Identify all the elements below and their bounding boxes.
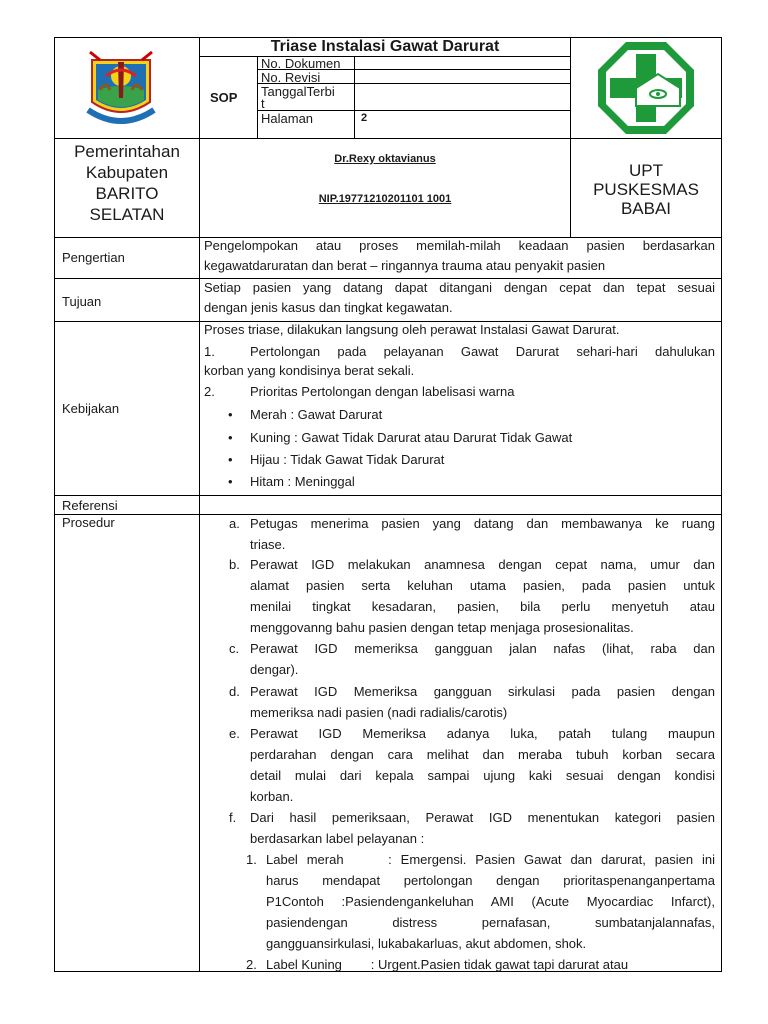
prosedur-step-text: dengar). — [250, 662, 299, 677]
label-category-marker: 1. — [246, 852, 257, 867]
kebijakan-item-text: korban yang kondisinya berat sekali. — [204, 363, 415, 378]
kebijakan-label: Kebijakan — [62, 401, 120, 416]
prosedur-step-text: menggovanng bahu pasien dengan tetap menjaga prosesionalitas. — [250, 620, 634, 635]
sop-label: SOP — [210, 90, 238, 105]
halaman-value: 2 — [361, 112, 368, 124]
label-category-text: P1Contoh :Pasiendengankeluhan AMI (Acute Myocardiac Infarct), — [266, 894, 715, 909]
pengertian-text: Pengelompokan atau proses memilah-milah keadaan pasien berdasarkan — [204, 238, 715, 253]
kebijakan-item-number: 1. — [204, 344, 215, 359]
tujuan-label: Tujuan — [62, 294, 102, 309]
prosedur-step-text: triase. — [250, 537, 286, 552]
prosedur-step-text: Petugas menerima pasien yang datang dan membawanya ke ruang — [250, 516, 715, 531]
label-category-text: Label Kuning : Urgent.Pasien tidak gawat tapi darurat atau — [266, 957, 629, 972]
document-title: Triase Instalasi Gawat Darurat — [270, 38, 500, 55]
kabupaten-logo-icon — [86, 46, 156, 126]
pengertian-label: Pengertian — [62, 250, 125, 265]
header-divider — [199, 56, 571, 57]
label-category-text: pasiendengan distress pernafasan, sumbatanjalannafas, — [266, 915, 715, 930]
prosedur-step-text: Perawat IGD melakukan anamnesa dengan cepat nama, umur dan — [250, 557, 715, 572]
referensi-label: Referensi — [62, 498, 118, 513]
org-line: Pemerintahan — [74, 142, 180, 161]
prosedur-step-text: menilai tingkat kesadaran, pasien, bila perlu menyetuh atau — [250, 599, 715, 614]
table-border-right — [721, 37, 722, 972]
kebijakan-item-text: Pertolongan pada pelayanan Gawat Darurat sehari-hari dahulukan — [250, 344, 715, 359]
label-bullet-item: • Hitam : Meninggal — [250, 474, 355, 489]
body-column-divider — [199, 237, 200, 972]
row-divider — [54, 495, 722, 496]
row-divider — [54, 278, 722, 279]
org-line: SELATAN — [89, 205, 165, 224]
org-line: Kabupaten — [85, 163, 169, 182]
prosedur-step-text: memeriksa nadi pasien (nadi radialis/carotis) — [250, 705, 508, 720]
label-category-text: harus mendapat pertolongan dengan prioritaspenanganpertama — [266, 873, 715, 888]
label-category-text: gangguansirkulasi, lukabakarluas, akut abdomen, shok. — [266, 936, 587, 951]
tanggal-terbit-label: TanggalTerbi — [261, 84, 335, 99]
prosedur-step-text: berdasarkan label pelayanan : — [250, 831, 425, 846]
prosedur-step-marker: f. — [229, 810, 237, 825]
kabupaten-logo — [86, 46, 156, 126]
org-line: BARITO — [95, 184, 159, 203]
no-revisi-label: No. Revisi — [261, 70, 321, 85]
row-divider — [54, 514, 722, 515]
prosedur-step-text: perdarahan dengan cara melihat dan meraba tubuh korban secara — [250, 747, 715, 762]
header-divider — [199, 37, 200, 237]
kebijakan-item-text: Prioritas Pertolongan dengan labelisasi warna — [250, 384, 515, 399]
puskesmas-logo — [596, 40, 696, 136]
prosedur-label: Prosedur — [62, 515, 115, 530]
prosedur-step-text: Dari hasil pemeriksaan, Perawat IGD menentukan kategori pasien — [250, 810, 715, 825]
label-bullet-item: • Merah : Gawat Darurat — [250, 407, 382, 422]
prosedur-step-marker: b. — [229, 557, 240, 572]
signatory-name: Dr.Rexy oktavianus — [334, 153, 436, 165]
no-dokumen-label: No. Dokumen — [261, 56, 341, 71]
tujuan-text: Setiap pasien yang datang dapat ditangani dengan cepat dan tepat sesuai — [204, 280, 715, 295]
unit-line: PUSKESMAS — [593, 180, 699, 199]
unit-line: BABAI — [620, 199, 672, 218]
prosedur-step-marker: a. — [229, 516, 240, 531]
prosedur-step-marker: c. — [229, 641, 240, 656]
prosedur-step-text: korban. — [250, 789, 294, 804]
tanggal-terbit-label-wrap: t — [261, 96, 265, 111]
label-category-text: Label merah : Emergensi. Pasien Gawat dan darurat, pasien ini — [266, 852, 715, 867]
prosedur-step-marker: d. — [229, 684, 240, 699]
label-bullet-item: • Hijau : Tidak Gawat Tidak Darurat — [250, 452, 444, 467]
unit-line: UPT — [629, 161, 663, 180]
tujuan-text: dengan jenis kasus dan tingkat kegawatan. — [204, 300, 453, 315]
header-divider — [54, 138, 722, 139]
prosedur-step-text: alamat pasien serta keluhan utama pasien, pada pasien untuk — [250, 578, 715, 593]
label-bullet-item: • Kuning : Gawat Tidak Darurat atau Darurat Tidak Gawat — [250, 430, 572, 445]
prosedur-step-text: Perawat IGD Memeriksa gangguan sirkulasi pada pasien dengan — [250, 684, 715, 699]
kebijakan-intro: Proses triase, dilakukan langsung oleh perawat Instalasi Gawat Darurat. — [204, 322, 620, 337]
prosedur-step-text: Perawat IGD memeriksa gangguan jalan nafas (lihat, raba dan — [250, 641, 715, 656]
pengertian-text: kegawatdaruratan dan berat – ringannya trauma atau penyakit pasien — [204, 258, 606, 273]
label-category-marker: 2. — [246, 957, 257, 972]
prosedur-step-text: detail mulai dari kepala sampai ujung kaki sesuai dengan kondisi — [250, 768, 715, 783]
halaman-label: Halaman — [261, 111, 314, 126]
signatory-nip: NIP.19771210201101 1001 — [318, 193, 452, 205]
prosedur-step-text: Perawat IGD Memeriksa adanya luka, patah tulang maupun — [250, 726, 715, 741]
prosedur-step-marker: e. — [229, 726, 240, 741]
kebijakan-item-number: 2. — [204, 384, 215, 399]
puskesmas-logo-icon — [596, 40, 696, 136]
